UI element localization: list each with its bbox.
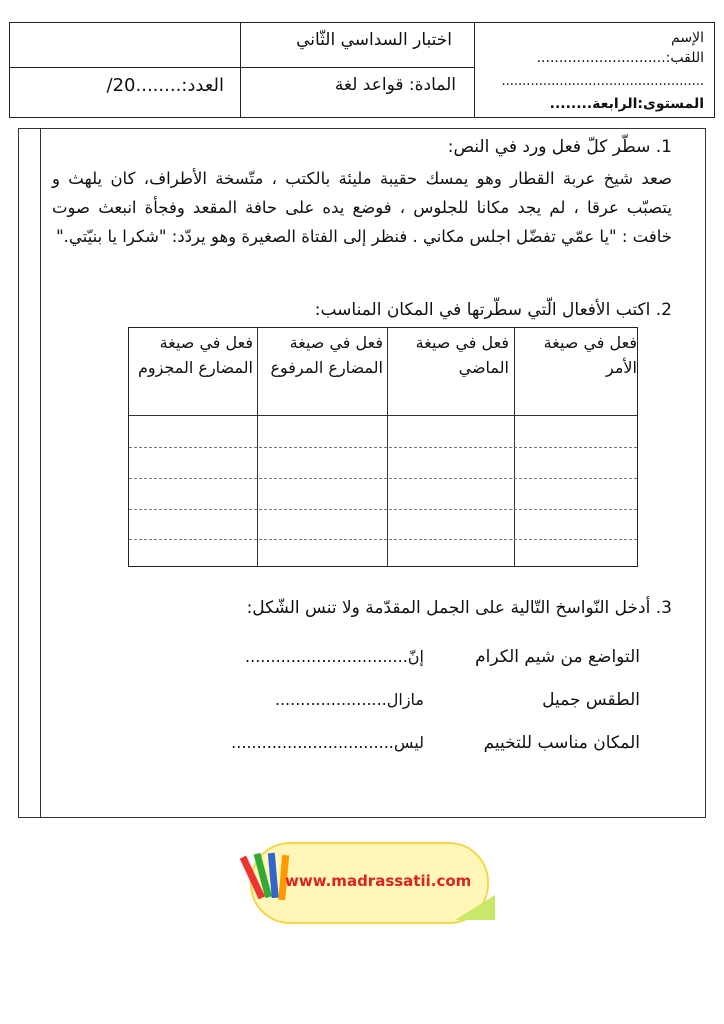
level-label: المستوى:الرابعة........ — [549, 96, 704, 112]
q3-particle-2: مازال...................... — [274, 690, 424, 709]
header-row-divider — [10, 67, 474, 68]
table-row-line — [129, 509, 637, 510]
q2-title: 2. اكتب الأفعال الّتي سطّرتها في المكان المناسب: — [314, 300, 672, 320]
q3-sentence-3: المكان مناسب للتخييم — [483, 733, 640, 753]
verbs-table — [128, 327, 638, 567]
q1-title: 1. سطّر كلّ فعل ورد في النص: — [447, 137, 672, 157]
q1-text: صعد شيخ عربة القطار وهو يمسك حقيبة مليئة بالكتب ، متّسخة الأطراف، كان يلهث و يتصبّب عرقا ، لم يجد مكانا للجلوس ، فوضع يده على حافة المقعد وفجأة انبعث صوت خافت : "يا عمّي تفضّل اجلس مكاني . فنظر إلى الفتاة الصغيرة وهو يردّد: "شكرا يا بنيّتي." — [52, 169, 672, 246]
col-header-present-jussive: فعل في صيغة المضارع المجزوم — [137, 333, 253, 377]
exam-title: اختبار السداسي الثّاني — [296, 30, 452, 50]
margin-line — [40, 128, 41, 818]
header-divider-right — [474, 23, 475, 117]
q3-title: 3. أدخل النّواسخ التّالية على الجمل المقدّمة ولا تنس الشّكل: — [246, 598, 672, 618]
name-label: الإسم — [671, 30, 704, 46]
logo-text: www.madrassatii.com — [285, 872, 472, 890]
surname-field: اللقب:............................. — [536, 50, 704, 66]
table-row-line — [129, 539, 637, 540]
col-header-imperative: فعل في صيغة الأمر — [543, 333, 637, 377]
subject-label: المادة: قواعد لغة — [334, 75, 456, 95]
paint-brush-icon — [455, 895, 495, 920]
table-header-divider — [129, 415, 637, 416]
q3-particle-1: إنّ................................ — [245, 647, 424, 666]
table-row-line — [129, 478, 637, 479]
table-row-line — [129, 447, 637, 448]
col-header-past: فعل في صيغة الماضي — [415, 333, 509, 377]
q3-particle-3: ليس................................ — [231, 733, 424, 752]
dots-line: ................................................. — [501, 74, 704, 89]
q3-sentence-1: التواضع من شيم الكرام — [475, 647, 640, 667]
q3-sentence-2: الطقس جميل — [542, 690, 640, 710]
header-divider-left — [240, 23, 241, 117]
score-label: العدد:........20/ — [106, 75, 224, 96]
col-header-present-indicative: فعل في صيغة المضارع المرفوع — [270, 333, 383, 377]
